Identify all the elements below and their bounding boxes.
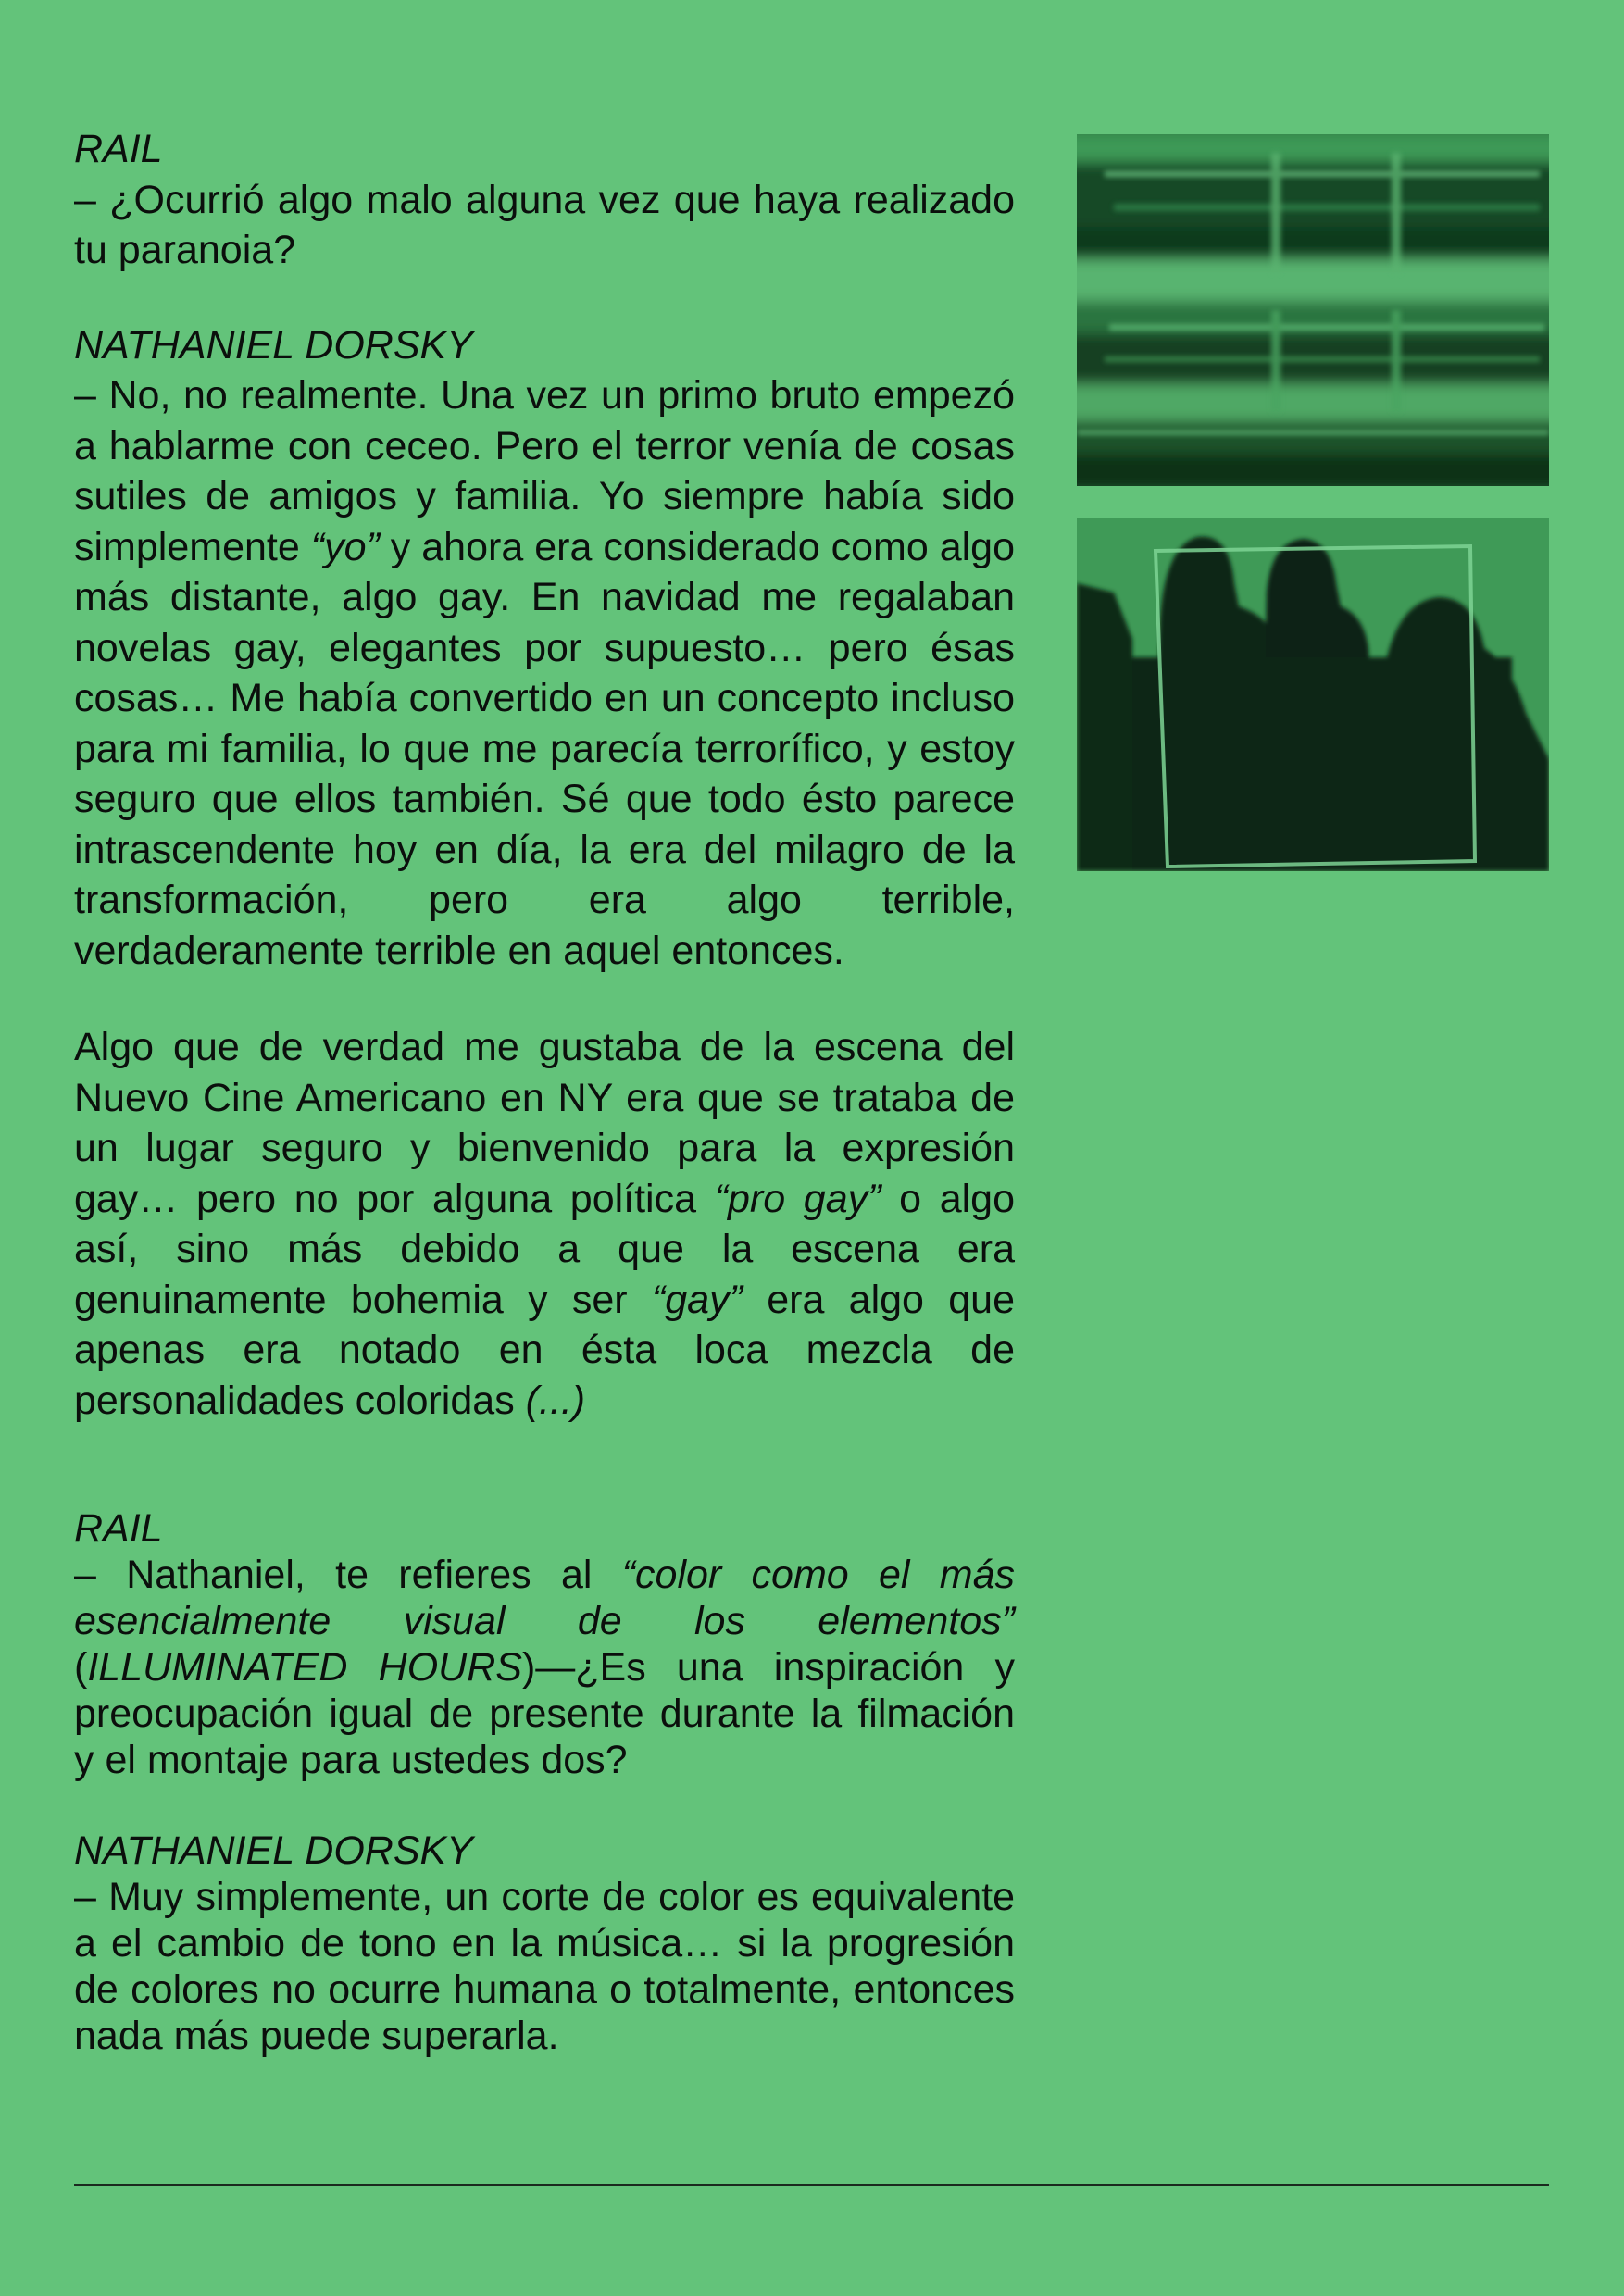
film-still-silhouettes (1077, 518, 1549, 871)
film-still-blurred-bands (1077, 134, 1549, 486)
speaker-label: RAIL (74, 1506, 163, 1551)
article-column (74, 124, 1015, 2059)
question-paragraph: – ¿Ocurrió algo malo alguna vez que haya realizado tu paranoia? (74, 177, 1015, 272)
answer-paragraph: – No, no realmente. Una vez un primo bruto empezó a hablarme con ceceo. Pero el terror venía de cosas sutiles de amigos y familia. Yo siempre había sido simplemente “yo” y ahora era considerado como algo más distante, algo gay. En navidad me regalaban novelas gay, elegantes por supuesto… pero ésas cosas… Me había convertido en un concepto incluso para mi familia, lo que me parecía terrorífico, y estoy seguro que ellos también. Sé que todo ésto parece intrascendente hoy en día, la era del milagro de la transformación, pero era algo terrible, verdaderamente terrible en aquel entonces. (74, 373, 1015, 973)
answer-paragraph: – Muy simplemente, un corte de color es equivalente a el cambio de tono en la música… si la progresión de colores no ocurre humana o totalmente, entonces nada más puede superarla. (74, 1875, 1015, 2058)
film-still-top (1077, 134, 1549, 486)
speaker-label: NATHANIEL DORSKY (74, 322, 473, 368)
answer-paragraph-continued: Algo que de verdad me gustaba de la escena del Nuevo Cine Americano en NY era que se trataba de un lugar seguro y bienvenido para la expresión gay… pero no por alguna política “pro gay” o algo así, sino más debido a que la escena era genuinamente bohemia y ser “gay” era algo que apenas era notado en ésta loca mezcla de personalidades coloridas (...) (74, 1025, 1015, 1423)
footer-divider (74, 2184, 1549, 2186)
speaker-label: RAIL (74, 127, 163, 171)
film-still-bottom (1077, 518, 1549, 871)
question-paragraph: – Nathaniel, te refieres al “color como el más esencialmente visual de los elementos” (ILLUMINATED HOURS)—¿Es una inspiración y preocupación igual de presente durante la filmación y el montaje para ustedes dos? (74, 1553, 1016, 1782)
speaker-label: NATHANIEL DORSKY (74, 1828, 473, 1873)
